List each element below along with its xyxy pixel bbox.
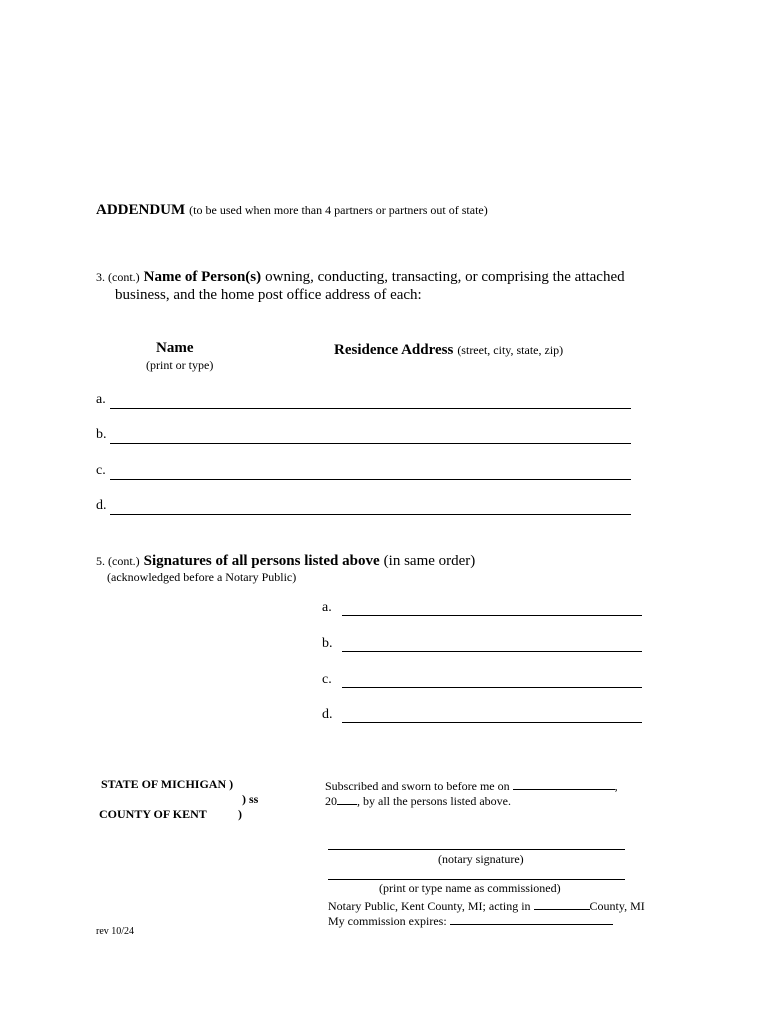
address-header-sub: (street, city, state, zip) — [457, 343, 564, 357]
section3-text-line2: business, and the home post office address of each: — [115, 287, 422, 303]
commission-expires-line — [328, 912, 613, 929]
signature-row-label-a: a. — [322, 600, 332, 615]
signature-row-field-d[interactable] — [342, 722, 642, 723]
section3-row-label-c: c. — [96, 463, 106, 478]
section3-row-field-d[interactable] — [110, 514, 631, 515]
sworn-date-field[interactable] — [513, 777, 615, 790]
address-column-header — [334, 341, 563, 359]
sworn-year-field[interactable] — [337, 792, 357, 805]
signature-row-field-c[interactable] — [342, 687, 642, 688]
section3-text-line1: owning, conducting, transacting, or comprising the attached — [265, 269, 625, 285]
notary-name-field[interactable] — [328, 879, 625, 880]
sworn-line2 — [325, 792, 511, 809]
name-column-header: Name — [156, 340, 194, 356]
section5-sub: (acknowledged before a Notary Public) — [107, 570, 297, 584]
venue-state: STATE OF MICHIGAN ) — [101, 777, 234, 791]
notary-public-text: Notary Public, Kent County, MI; acting in — [328, 899, 531, 913]
commission-expires-field[interactable] — [450, 912, 613, 925]
name-column-sub: (print or type) — [146, 358, 214, 372]
addendum-title: ADDENDUM — [96, 202, 186, 218]
sworn-line2-end: , by all the persons listed above. — [357, 794, 511, 808]
notary-name-label: (print or type name as commissioned) — [379, 881, 561, 895]
sworn-line1-text: Subscribed and sworn to before me on — [325, 779, 510, 793]
section3-line1 — [96, 268, 625, 286]
address-header-label: Residence Address — [334, 342, 454, 358]
notary-signature-label: (notary signature) — [438, 852, 524, 866]
section3-prefix: 3. (cont.) — [96, 270, 140, 284]
section3-row-label-b: b. — [96, 427, 107, 442]
venue-county-paren: ) — [238, 807, 242, 821]
section3-row-label-a: a. — [96, 392, 106, 407]
section5-heading: Signatures of all persons listed above — [143, 553, 380, 569]
signature-row-label-b: b. — [322, 636, 333, 651]
acting-county-field[interactable] — [534, 897, 590, 910]
signature-row-label-c: c. — [322, 672, 332, 687]
section3-row-field-c[interactable] — [110, 479, 631, 480]
section5-line1 — [96, 552, 475, 570]
signature-row-field-a[interactable] — [342, 615, 642, 616]
section3-row-label-d: d. — [96, 498, 107, 513]
commission-expires-label: My commission expires: — [328, 914, 447, 928]
signature-row-field-b[interactable] — [342, 651, 642, 652]
sworn-line2-start: 20 — [325, 794, 337, 808]
section5-prefix: 5. (cont.) — [96, 554, 140, 568]
addendum-note: (to be used when more than 4 partners or partners out of state) — [189, 203, 488, 217]
addendum-heading — [96, 201, 488, 219]
section3-row-field-b[interactable] — [110, 443, 631, 444]
section3-heading: Name of Person(s) — [143, 269, 262, 285]
section3-row-field-a[interactable] — [110, 408, 631, 409]
notary-signature-field[interactable] — [328, 849, 625, 850]
venue-county: COUNTY OF KENT — [99, 807, 207, 821]
sworn-line1-end: , — [614, 779, 618, 793]
signature-row-label-d: d. — [322, 707, 333, 722]
venue-ss: ) ss — [242, 792, 259, 806]
section5-suffix: (in same order) — [383, 553, 476, 569]
revision-note: rev 10/24 — [96, 926, 135, 937]
notary-public-end: County, MI — [589, 899, 645, 913]
